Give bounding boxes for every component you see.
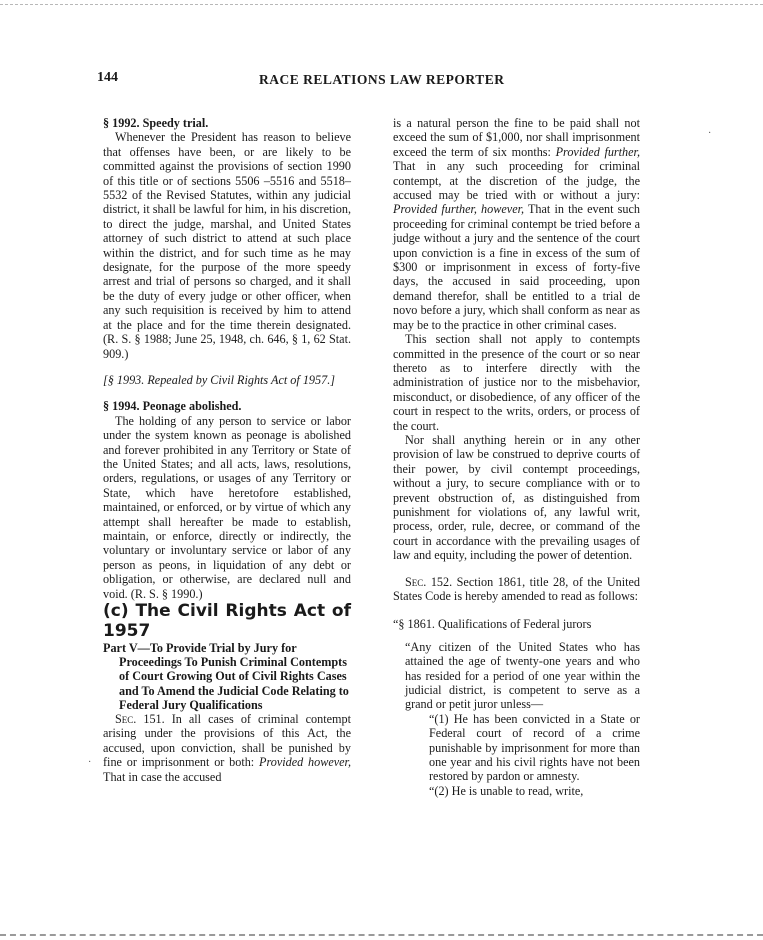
part-v-heading: Part V—To Provide Trial by Jury for Proceedings To Punish Criminal Contempts of Court Growing Out of Civil Rights Cases and To Amend the Judicial Code Relating to Federal Jury Qualifications <box>103 641 349 712</box>
section-1861-text: “Any citizen of the United States who has attained the age of twenty-one years and who has resided for a period of one year within the judicial district, is competent to serve as a grand or petit juror unless— <box>405 639 640 712</box>
section-1994-heading: § 1994. Peonage abolished. <box>103 399 242 414</box>
left-column <box>103 116 351 784</box>
section-1861-block <box>393 640 640 798</box>
section-1992-text: Whenever the President has reason to believe that offenses have been, or are likely to be committed against the provisions of section 1990 of this title or of sections 5506 –5516 and 5518–5532 of the Revised Statutes, within any judicial district, it shall be lawful for him, in his discretion, to direct the judge, marshal, and United States attorney of such district to attend at such place within the district, and for such time as he may designate, for the purpose of the more speedy arrest and trial of persons so charged, and it shall be the duty of every judge or other officer, when any such requisition is received by him to attend at the place and for the time therein designated. (R. S. § 1988; June 25, 1948, ch. 646, § 1, 62 Stat. 909.) <box>103 130 351 361</box>
scan-edge-top <box>0 4 763 5</box>
right-column <box>393 116 640 798</box>
section-151-text <box>103 712 351 784</box>
section-151-label: Sec. <box>115 712 137 727</box>
right-paragraph-2: This section shall not apply to contempts committed in the presence of the court or so near thereto as to interfere directly with the administration of justice nor to the misbehavior, misconduct, or disobedience, of any officer of the court in respect to the writs, orders, or process of the court. <box>393 332 640 433</box>
section-152-body: 152. Section 1861, title 28, of the United States Code is hereby amended to read as follows: <box>393 574 640 603</box>
scan-edge-bottom <box>0 934 763 936</box>
right-paragraph-3: Nor shall anything herein or in any other provision of law be construed to deprive courts of their power, by civil contempt proceedings, without a jury, to secure compliance with or to prevent obstruction of, as distinguished from punishment for violations of, any lawful writ, process, order, rule, decree, or command of the court in accordance with the prevailing usages of law and equity, including the power of detention. <box>393 432 640 563</box>
section-1994-text: The holding of any person to service or labor under the system known as peonage is abolished and forever prohibited in any Territory or State of the United States; and all acts, laws, resolutions, orders, regulations, or usages of any Territory or State, which have heretofore established, maintained, or enforced, or by virtue of which any attempt shall hereafter be made to establish, maintain, or enforce, directly or indirectly, the voluntary or involuntary service or labor of any person as peons, in liquidation of any debt or obligation, or otherwise, are declared null and void. (R. S. § 1990.) <box>103 413 351 601</box>
running-title: RACE RELATIONS LAW REPORTER <box>259 72 505 87</box>
page-number: 144 <box>97 70 118 85</box>
section-152-label: Sec. <box>405 574 427 589</box>
section-152-text <box>393 575 640 604</box>
scan-speck: · <box>88 757 92 768</box>
right-p1-c: That in the event such proceeding for criminal contempt be tried before a judge without a jury and the sentence of the court upon conviction is a fine in excess of the sum of $300 or imprisonment in excess of forty-five days, the accused in said proceeding, upon demand therefor, shall be entitled to a trial de novo before a jury, which shall conform as near as may be to the practice in other criminal cases. <box>393 202 640 332</box>
disqualification-item-1: “(1) He has been convicted in a State or Federal court of record of a crime punishable by imprisonment for more than one year and his civil rights have not been restored by pardon or amnesty. <box>429 711 640 784</box>
section-151-tail: That in case the accused <box>103 769 222 784</box>
section-1992-heading: § 1992. Speedy trial. <box>103 116 209 130</box>
disqualification-item-2: “(2) He is unable to read, write, <box>429 783 584 798</box>
right-p1-a: is a natural person the fine to be paid shall not exceed the sum of $1,000, nor shall imprisonment exceed the term of six months: <box>393 116 640 159</box>
scan-speck: · <box>708 128 712 139</box>
right-p1-italic-2: Provided further, however, <box>393 202 525 217</box>
section-1861-heading: “§ 1861. Qualifications of Federal jurors <box>393 617 592 632</box>
right-p1-italic-1: Provided further, <box>555 144 640 159</box>
civil-rights-act-heading: (c) The Civil Rights Act of 1957 <box>103 601 351 641</box>
section-151-italic: Provided however, <box>259 755 351 770</box>
section-151-body: 151. In all cases of criminal contempt arising under the provisions of this Act, the accused, upon conviction, shall be punished by fine or imprisonment or both: <box>103 712 351 770</box>
right-p1-b: That in any such proceeding for criminal contempt, at the discretion of the judge, the accused may be tried with or without a jury: <box>393 159 640 203</box>
section-1993-repealed <box>103 373 351 387</box>
right-paragraph-1 <box>393 116 640 332</box>
juror-disqualifications <box>405 712 640 798</box>
section-1993-text: [§ 1993. Repealed by Civil Rights Act of 1957.] <box>103 372 335 387</box>
